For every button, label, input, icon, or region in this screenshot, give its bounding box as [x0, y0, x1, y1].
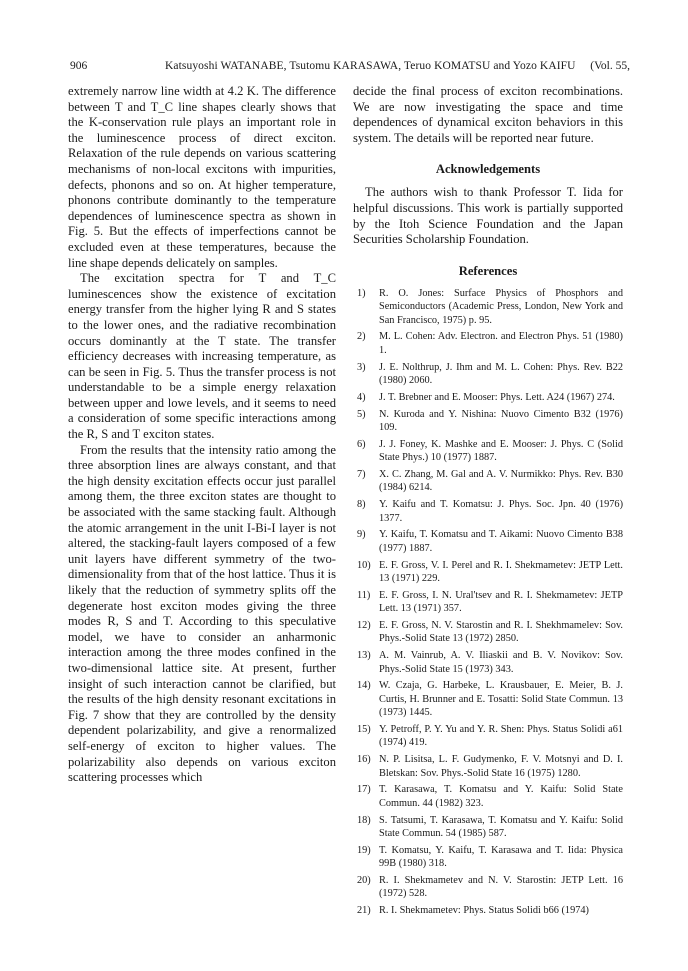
- reference-number: 18): [357, 814, 371, 826]
- reference-text: A. M. Vainrub, A. V. Iliaskii and B. V. Novikov: Sov. Phys.-Solid State 15 (1973) 343.: [379, 650, 623, 675]
- reference-text: W. Czaja, G. Harbeke, L. Krausbauer, E. Meier, B. J. Curtis, H. Brunner and E. Tosatti: Solid State Commun. 13 (1973) 1445.: [379, 680, 623, 719]
- reference-text: J. E. Nolthrup, J. Ihm and M. L. Cohen: Phys. Rev. B22 (1980) 2060.: [379, 361, 623, 386]
- reference-item: [353, 528, 623, 555]
- reference-number: 7): [357, 468, 366, 480]
- body-paragraph-1: extremely narrow line width at 4.2 K. The difference between T and T_C line shapes clearly shows that the K-conservation rule plays an important role in the luminescence process of direct exciton. Relaxation of the rule depends on various scattering mechanisms of non-local excitons with impurities, defects, phonons and so on. At higher temperature, phonons contribute dominantly to the temperature dependences of luminescence spectra as shown in Fig. 5. But the effects of imperfections cannot be excluded even at these temperatures, because the line shape depends delicately on samples.: [68, 84, 336, 270]
- reference-text: N. P. Lisitsa, L. F. Gudymenko, F. V. Motsnyi and D. I. Bletskan: Sov. Phys.-Solid State 16 (1975) 1280.: [379, 754, 623, 779]
- reference-text: Y. Kaifu, T. Komatsu and T. Aikami: Nuovo Cimento B38 (1977) 1887.: [379, 529, 623, 554]
- reference-text: E. F. Gross, I. N. Ural'tsev and R. I. Shekmametev: JETP Lett. 13 (1971) 357.: [379, 589, 623, 615]
- reference-item: [353, 649, 623, 676]
- reference-number: 1): [357, 287, 366, 299]
- reference-item: [353, 904, 623, 917]
- reference-text: Y. Petroff, P. Y. Yu and Y. R. Shen: Phys. Status Solidi a61 (1974) 419.: [379, 724, 623, 749]
- reference-text: R. I. Shekmametev: Phys. Status Solidi b66 (1974): [379, 905, 589, 917]
- reference-number: 8): [357, 499, 366, 511]
- reference-number: 20): [357, 875, 371, 887]
- page-number: 906: [70, 60, 88, 72]
- reference-text: M. L. Cohen: Adv. Electron. and Electron Phys. 51 (1980) 1.: [379, 331, 623, 356]
- reference-number: 10): [357, 559, 371, 571]
- reference-text: T. Komatsu, Y. Kaifu, T. Karasawa and T. Iida: Physica 99B (1980) 318.: [379, 844, 623, 870]
- reference-item: [353, 874, 623, 901]
- volume-label: (Vol. 55,: [590, 60, 630, 72]
- reference-item: [353, 679, 623, 719]
- running-header: [70, 60, 630, 76]
- reference-text: N. Kuroda and Y. Nishina: Nuovo Cimento B32 (1976) 109.: [379, 408, 623, 433]
- reference-text: R. I. Shekmametev and N. V. Starostin: JETP Lett. 16 (1972) 528.: [379, 875, 623, 900]
- body-paragraph-4: decide the final process of exciton recombinations. We are now investigating the space and time dependences of dynamical exciton behaviors in this system. The details will be reported near future.: [353, 84, 623, 145]
- acknowledgements-heading: Acknowledgements: [435, 162, 541, 177]
- reference-text: Y. Kaifu and T. Komatsu: J. Phys. Soc. Jpn. 40 (1976) 1377.: [379, 499, 623, 524]
- reference-item: [353, 753, 623, 780]
- reference-item: [353, 589, 623, 616]
- reference-number: 12): [357, 619, 371, 631]
- reference-number: 11): [357, 589, 371, 601]
- reference-number: 13): [357, 650, 371, 662]
- reference-number: 3): [357, 361, 366, 373]
- references-list: [353, 287, 623, 918]
- reference-text: J. J. Foney, K. Mashke and E. Mooser: J. Phys. C (Solid State Phys.) 10 (1977) 1887.: [379, 438, 623, 464]
- references-heading: References: [458, 263, 518, 278]
- reference-item: [353, 287, 623, 327]
- reference-item: [353, 391, 623, 404]
- reference-number: 5): [357, 408, 366, 420]
- reference-number: 9): [357, 529, 366, 541]
- reference-item: [353, 330, 623, 357]
- reference-item: [353, 559, 623, 586]
- reference-text: X. C. Zhang, M. Gal and A. V. Nurmikko: Phys. Rev. B30 (1984) 6214.: [379, 468, 623, 494]
- reference-text: E. F. Gross, V. I. Perel and R. I. Shekmametev: JETP Lett. 13 (1971) 229.: [379, 559, 623, 584]
- reference-number: 16): [357, 754, 371, 766]
- body-paragraph-3: From the results that the intensity ratio among the three absorption lines are always constant, and that the high density excitation effects occur just parallel among them, the three exciton states are thought to be associated with the same stacking fault. Although the atomic arrangement in the unit I-Bi-I layer is not altered, the stacking-fault layers composed of a few unit layers have different symmetry of the two-dimensionality from that of the host lattice. Thus it is likely that the reduction of symmetry splits off the degenerate host exciton modes giving the three modes R, S and T. According to this speculative model, we have to consider an anharmonic interaction among the three modes confined in the two-dimensional lattice site. At present, further insight of such interaction cannot be clarified, but the results of the high density resonant excitations in Fig. 7 show that they are controlled by the density dependent polarizability, and give a renormalized self-energy of exciton to higher values. The polarizability also depends on various exciton scattering processes which: [68, 442, 336, 785]
- reference-text: S. Tatsumi, T. Karasawa, T. Komatsu and Y. Kaifu: Solid State Commun. 54 (1985) 587.: [379, 814, 623, 840]
- reference-text: R. O. Jones: Surface Physics of Phosphors and Semiconductors (Academic Press, London, New York and San Francisco, 1975) p. 95.: [379, 287, 623, 326]
- left-column: [68, 84, 336, 786]
- reference-number: 14): [357, 680, 371, 692]
- reference-item: [353, 361, 623, 388]
- reference-text: J. T. Brebner and E. Mooser: Phys. Lett. A24 (1967) 274.: [379, 391, 615, 403]
- reference-number: 21): [357, 905, 371, 917]
- reference-number: 2): [357, 331, 366, 343]
- reference-item: [353, 783, 623, 810]
- reference-number: 4): [357, 391, 366, 403]
- reference-text: E. F. Gross, N. V. Starostin and R. I. Shekhmamelev: Sov. Phys.-Solid State 13 (1972) 2850.: [379, 619, 623, 645]
- reference-item: [353, 408, 623, 435]
- reference-item: [353, 723, 623, 750]
- reference-item: [353, 814, 623, 841]
- body-paragraph-2: The excitation spectra for T and T_C luminescences show the existence of excitation energy transfer from the higher lying R and S states to the lower ones, and the radiative recombination occurs dominantly at the T state. The transfer efficiency decreases with increasing temperature, as can be seen in Fig. 5. Thus the transfer process is not understandable to be a simple energy relaxation between upper and lowe levels, and it seems to need a consideration of some specific interactions among the R, S and T exciton states.: [68, 271, 336, 442]
- reference-item: [353, 438, 623, 465]
- running-header-authors: Katsuyoshi WATANABE, Tsutomu KARASAWA, Teruo KOMATSU and Yozo KAIFU: [165, 60, 576, 72]
- right-column: [353, 84, 623, 921]
- reference-number: 15): [357, 724, 371, 735]
- reference-item: [353, 468, 623, 495]
- reference-text: T. Karasawa, T. Komatsu and Y. Kaifu: Solid State Commun. 44 (1982) 323.: [379, 784, 623, 809]
- reference-item: [353, 619, 623, 646]
- reference-item: [353, 844, 623, 871]
- reference-number: 19): [357, 844, 371, 856]
- reference-number: 6): [357, 438, 366, 450]
- reference-item: [353, 498, 623, 525]
- acknowledgements-text: The authors wish to thank Professor T. Iida for helpful discussions. This work is partially supported by the Itoh Science Foundation and the Japan Securities Scholarship Foundation.: [353, 185, 623, 247]
- reference-number: 17): [357, 784, 371, 796]
